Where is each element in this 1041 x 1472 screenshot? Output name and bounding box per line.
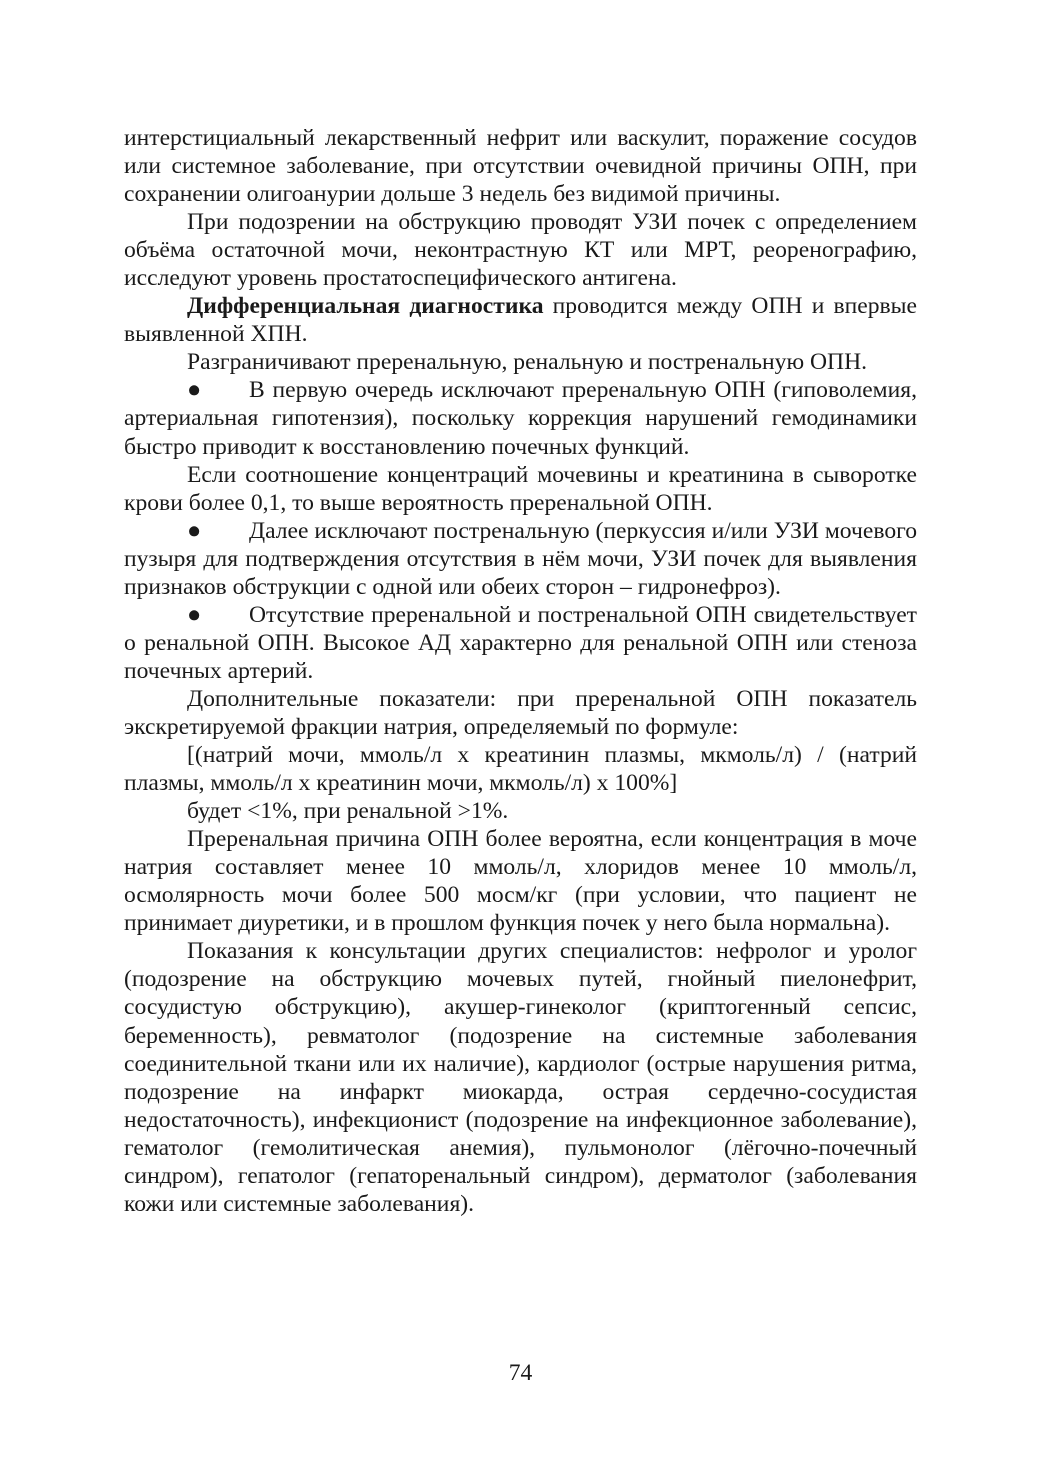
- paragraph-3: [124, 292, 917, 348]
- page-number: 74: [508, 1360, 533, 1386]
- bold-heading: Дифференциальная диагностика: [187, 293, 544, 320]
- paragraph-4: Разграничивают преренальную, ренальную и постренальную ОПН.: [187, 349, 868, 376]
- bullet-paragraph-3: [124, 601, 917, 685]
- paragraph-1: интерстициальный лекарственный нефрит или васкулит, поражение сосудов или системное заболевание, при отсутствии очевидной причины ОПН, при сохранении олигоанурии дольше 3 недель без видимой причины.: [124, 125, 917, 208]
- bullet-icon: ●: [187, 601, 202, 628]
- bullet-paragraph-2-text: Далее исключают постренальную (перкуссия и/или УЗИ мочевого пузыря для подтверждения отсутствия в нём мочи, УЗИ почек для выявления признаков обструкции с одной или обеих сторон – гидронефроз).: [124, 517, 917, 600]
- bullet-paragraph-1: [124, 376, 917, 460]
- paragraph-6: Если соотношение концентраций мочевины и креатинина в сыворотке крови более 0,1, то выше вероятность преренальной ОПН.: [124, 461, 917, 516]
- body-text: [124, 124, 917, 1218]
- bullet-icon: ●: [187, 517, 202, 544]
- paragraph-13: Показания к консультации других специалистов: нефролог и уролог (подозрение на обструкцию мочевых путей, гнойный пиелонефрит, сосудистую обструкцию), акушер-гинеколог (криптогенный сепсис, беременность), ревматолог (подозрение на системные заболевания соединительной ткани или их наличие), кардиолог (острые нарушения ритма, подозрение на инфаркт миокарда, острая сердечно-сосудистая недостаточность), инфекционист (подозрение на инфекционное заболевание), гематолог (гемолитическая анемия), пульмонолог (лёгочно-почечный синдром), гепатолог (гепаторенальный синдром), дерматолог (заболевания кожи или системные заболевания).: [124, 938, 917, 1217]
- paragraph-9: Дополнительные показатели: при преренальной ОПН показатель экскретируемой фракции натрия, определяемый по формуле:: [124, 685, 917, 740]
- bullet-icon: ●: [187, 377, 202, 404]
- bullet-paragraph-1-text: В первую очередь исключают преренальную ОПН (гиповолемия, артериальная гипотензия), поскольку коррекция нарушений гемодинамики быстро приводит к восстановлению почечных функций.: [124, 377, 917, 460]
- bullet-paragraph-3-text: Отсутствие преренальной и постренальной ОПН свидетельствует о ренальной ОПН. Высокое АД характерно для ренальной ОПН или стеноза почечных артерий.: [124, 601, 917, 684]
- formula-paragraph: [(натрий мочи, ммоль/л х креатинин плазмы, мкмоль/л) / (натрий плазмы, ммоль/л х креатинин мочи, мкмоль/л) х 100%]: [124, 742, 917, 797]
- paragraph-11: будет <1%, при ренальной >1%.: [187, 798, 509, 825]
- bullet-paragraph-2: [124, 517, 917, 601]
- paragraph-2: При подозрении на обструкцию проводят УЗИ почек с определением объёма остаточной мочи, неконтрастную КТ или МРТ, реоренографию, исследуют уровень простатоспецифического антигена.: [124, 209, 917, 292]
- paragraph-12: Преренальная причина ОПН более вероятна, если концентрация в моче натрия составляет менее 10 ммоль/л, хлоридов менее 10 ммоль/л, осмолярность мочи более 500 мосм/кг (при условии, что пациент не принимает диуретики, и в прошлом функция почек у него была нормальна).: [124, 826, 917, 937]
- paragraph-3-text: проводится между ОПН и впервые выявленной ХПН.: [124, 293, 918, 348]
